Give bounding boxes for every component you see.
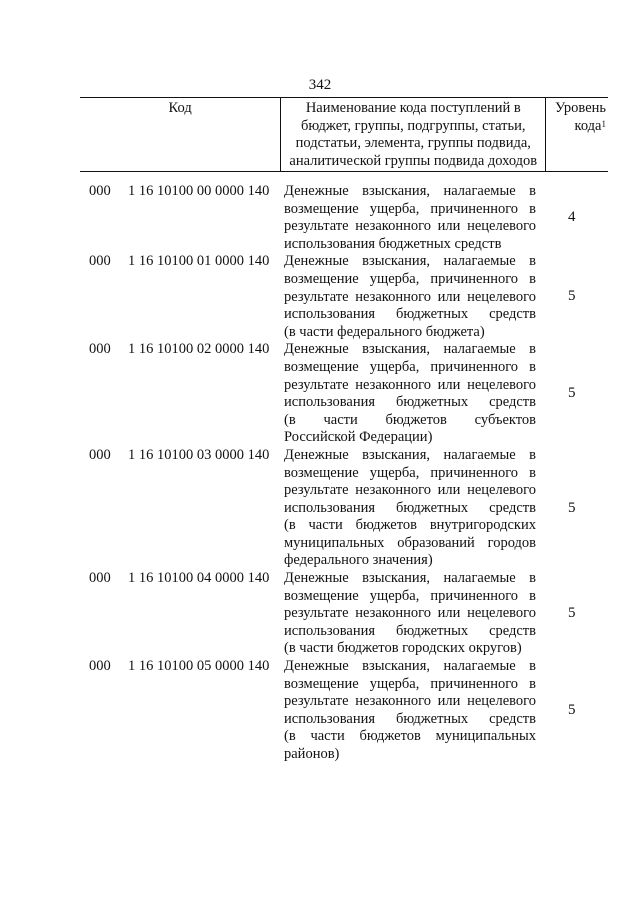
header-level <box>546 98 608 172</box>
row-name-line: возмещение ущерба, причиненного в <box>284 358 536 375</box>
row-name-line: результате незаконного или нецелевого <box>284 218 536 235</box>
row-name-line: Денежные взыскания, налагаемые в <box>284 183 536 199</box>
row-name-line: результате незаконного или нецелевого <box>284 288 536 305</box>
row-prefix: 000 <box>89 446 111 463</box>
row-code: 1 16 10100 02 0000 140 <box>128 341 270 358</box>
row-name-line: (в части бюджетов субъектов <box>284 411 536 428</box>
header-name-line: бюджет, группы, подгруппы, статьи, <box>301 117 526 134</box>
row-prefix: 000 <box>89 341 111 358</box>
row-level: 5 <box>568 605 576 622</box>
row-prefix: 000 <box>89 253 111 270</box>
row-code: 1 16 10100 01 0000 140 <box>128 253 270 270</box>
row-name-line: Денежные взыскания, налагаемые в <box>284 253 536 270</box>
row-name-line: использования бюджетных средств <box>284 235 502 252</box>
row-name <box>284 447 536 570</box>
row-name-line: результате незаконного или нецелевого <box>284 693 536 710</box>
row-name-line: федерального значения) <box>284 552 433 569</box>
row-name-line: возмещение ущерба, причиненного в <box>284 464 536 481</box>
table-row <box>0 570 640 658</box>
header-level-line: Уровень <box>554 100 606 116</box>
row-name-line: Денежные взыскания, налагаемые в <box>284 341 536 358</box>
table-row <box>0 183 640 253</box>
page-number: 342 <box>308 77 332 93</box>
table-header <box>80 97 608 172</box>
table-row <box>0 253 640 341</box>
header-name-line: аналитической группы подвида доходов <box>289 152 538 169</box>
row-level: 5 <box>568 701 576 718</box>
row-prefix: 000 <box>89 570 111 587</box>
row-name-line: результате незаконного или нецелевого <box>284 605 536 622</box>
row-name-line: Денежные взыскания, налагаемые в <box>284 446 536 463</box>
row-name-line: возмещение ущерба, причиненного в <box>284 675 536 692</box>
row-name-line: Денежные взыскания, налагаемые в <box>284 658 536 675</box>
row-name-line: использования бюджетных средств <box>284 622 536 639</box>
row-name-line: Денежные взыскания, налагаемые в <box>284 570 536 587</box>
row-name-line: районов) <box>284 746 340 762</box>
row-level: 5 <box>568 385 576 402</box>
row-name-line: (в части бюджетов городских округов) <box>284 640 522 657</box>
header-code: Код <box>80 98 281 172</box>
row-name <box>284 183 536 253</box>
row-level: 5 <box>568 288 576 305</box>
table-row <box>0 447 640 570</box>
row-name-line: (в части федерального бюджета) <box>284 323 485 340</box>
header-name <box>281 98 546 172</box>
row-name <box>284 570 536 658</box>
row-name-line: использования бюджетных средств <box>284 394 536 411</box>
row-prefix: 000 <box>89 183 111 199</box>
row-code: 1 16 10100 05 0000 140 <box>128 658 270 675</box>
row-name-line: возмещение ущерба, причиненного в <box>284 270 536 287</box>
row-code: 1 16 10100 04 0000 140 <box>128 570 270 587</box>
row-name-line: результате незаконного или нецелевого <box>284 376 536 393</box>
row-name-line: использования бюджетных средств <box>284 710 536 727</box>
row-name-line: возмещение ущерба, причиненного в <box>284 587 536 604</box>
row-name-line: возмещение ущерба, причиненного в <box>284 200 536 217</box>
row-name-line: использования бюджетных средств <box>284 306 536 323</box>
row-name-line: Российской Федерации) <box>284 429 433 446</box>
row-level: 4 <box>568 209 576 226</box>
header-name-line: подстатьи, элемента, группы подвида, <box>295 135 531 151</box>
row-name-line: (в части бюджетов внутригородских <box>284 517 536 534</box>
table-row <box>0 658 640 764</box>
header-level-line <box>550 118 606 136</box>
row-name <box>284 341 536 447</box>
row-level: 5 <box>568 499 576 516</box>
header-level-word: кода <box>574 117 602 134</box>
footnote-marker: 1 <box>601 118 606 129</box>
row-name-line: результате незаконного или нецелевого <box>284 482 536 499</box>
row-code: 1 16 10100 03 0000 140 <box>128 446 270 463</box>
row-name <box>284 253 536 341</box>
row-name-line: использования бюджетных средств <box>284 499 536 516</box>
table-body <box>0 183 640 764</box>
row-name-line: (в части бюджетов муниципальных <box>284 728 536 745</box>
header-name-line: Наименование кода поступлений в <box>305 100 521 116</box>
row-code: 1 16 10100 00 0000 140 <box>128 183 270 199</box>
row-name-line: муниципальных образований городов <box>284 534 536 551</box>
row-prefix: 000 <box>89 658 111 675</box>
row-name <box>284 658 536 764</box>
table-row <box>0 341 640 447</box>
